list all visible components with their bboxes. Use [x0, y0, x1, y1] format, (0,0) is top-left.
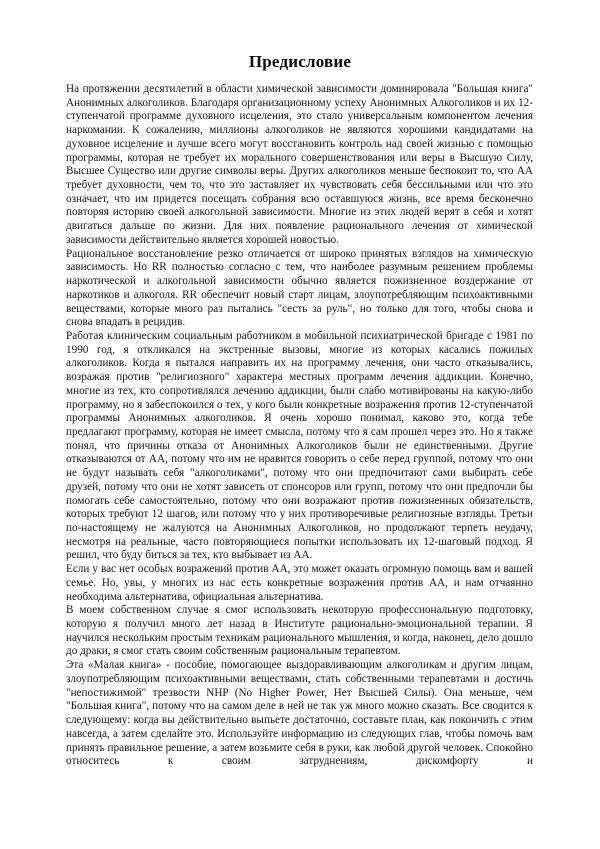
document-body: [66, 83, 533, 769]
page-title: Предисловие: [248, 52, 352, 72]
paragraph: Эта «Малая книга» - пособие, помогающее выздоравливающим алкоголикам и другим лицам, злоупотребляющим психоактивными веществами, стать собственными терапевтами и достичь "непостижимой" трезвости NHP (No Higher Power, Нет Высшей Силы). Она меньше, чем "Большая книга", потому что на самом деле в ней не так уж много можно сказать. Все сводится к следующему: когда вы действительно выпьете достаточно, составьте план, как покончить с этим навсегда, а затем сделайте это. Используйте информацию из следующих глав, чтобы помочь вам принять правильное решение, а затем возьмите себя в руки, как любой другой человек. Спокойно относитесь к своим затруднениям, дискомфорту и: [66, 659, 533, 768]
paragraph: В моем собственном случае я смог использовать некоторую профессиональную подготовку, которую я получил много лет назад в Институте рационально-эмоциональной терапии. Я научился нескольким простым техникам рационального мышления, и когда, наконец, дело дошло до драки, я смог стать своим собственным рациональным терапевтом.: [66, 604, 533, 658]
paragraph: Если у вас нет особых возражений против АА, это может оказать огромную помощь вам и вашей семье. Но, увы, у многих из нас есть конкретные возражения против АА, и нам отчаянно необходима альтернатива, официальная альтернатива.: [66, 563, 533, 603]
paragraph: Рациональное восстановление резко отличается от широко принятых взглядов на химическую зависимость. Но RR полностью согласно с тем, что наиболее разумным решением проблемы наркотической и алкогольной зависимости обычно является пожизненное воздержание от наркотиков и алкоголя. RR обеспечит новый старт лицам, злоупотребляющим психоактивными веществами, которые много раз пытались "сесть за руль", но только для того, чтобы снова и снова впадать в рецидив.: [66, 247, 533, 329]
paragraph: Работая клиническим социальным работником в мобильной психиатрической бригаде с 1981 по 1990 год, я откликался на экстренные вызовы, многие из которых касались пожилых алкоголиков. Когда я пытался направить их на программу лечения, они часто отказывались, возражая против "религиозного" характера местных программ лечения аддикции. Конечно, многие из тех, кто сопротивлялся лечению аддикции, были слабо мотивированы на какую-либо программу, но я забеспокоился о тех, у кого были конкретные возражения против 12-ступенчатой программы Анонимных алкоголиков. Я очень хорошо понимал, каково это, когда тебе предлагают программу, которая не имеет смысла, потому что я сам прошел через это. Но я также понял, что причины отказа от Анонимных Алкоголиков были не единственными. Другие отказываются от АА, потому что им не нравится говорить о себе перед группой, потому что они не будут называть себя "алкоголиками", потому что они предпочитают сами выбирать себе друзей, потому что они не хотят зависеть от спонсоров или групп, потому что они предпочли бы помогать себе самостоятельно, потому что они возражают против пожизненных обязательств, которых требуют 12 шагов, или потому что у них противоречивые религиозные взгляды. Третьи по-настоящему не жалуются на Анонимных Алкоголиков, но продолжают терпеть неудачу, несмотря на реальные, часто повторяющиеся попытки использовать их 12-шаговый подход. Я решил, что буду биться за тех, кто выбывает из АА.: [66, 329, 533, 562]
paragraph: На протяжении десятилетий в области химической зависимости доминировала "Большая книга" Анонимных алкоголиков. Благодаря организационному успеху Анонимных Алкоголиков и их 12-ступенчатой программе духовного исцеления, это стало универсальным компонентом лечения наркомании. К сожалению, миллионы алкоголиков не являются хорошими кандидатами на духовное исцеление и лучше всего могут восстановить контроль над своей жизнью с помощью программы, которая не требует их морального совершенствования или веры в Высшую Силу, Высшее Существо или другие символы веры. Других алкоголиков меньше беспокоит то, что АА требует духовности, чем то, что это заставляет их чувствовать себя бессильными или что это означает, что им придется посещать собрания всю оставшуюся жизнь, все время бесконечно повторяя историю своей алкогольной зависимости. Многие из этих людей верят в себя и хотят двигаться дальше по жизни. Для них появление рационального лечения от химической зависимости действительно является хорошей новостью.: [66, 83, 533, 246]
